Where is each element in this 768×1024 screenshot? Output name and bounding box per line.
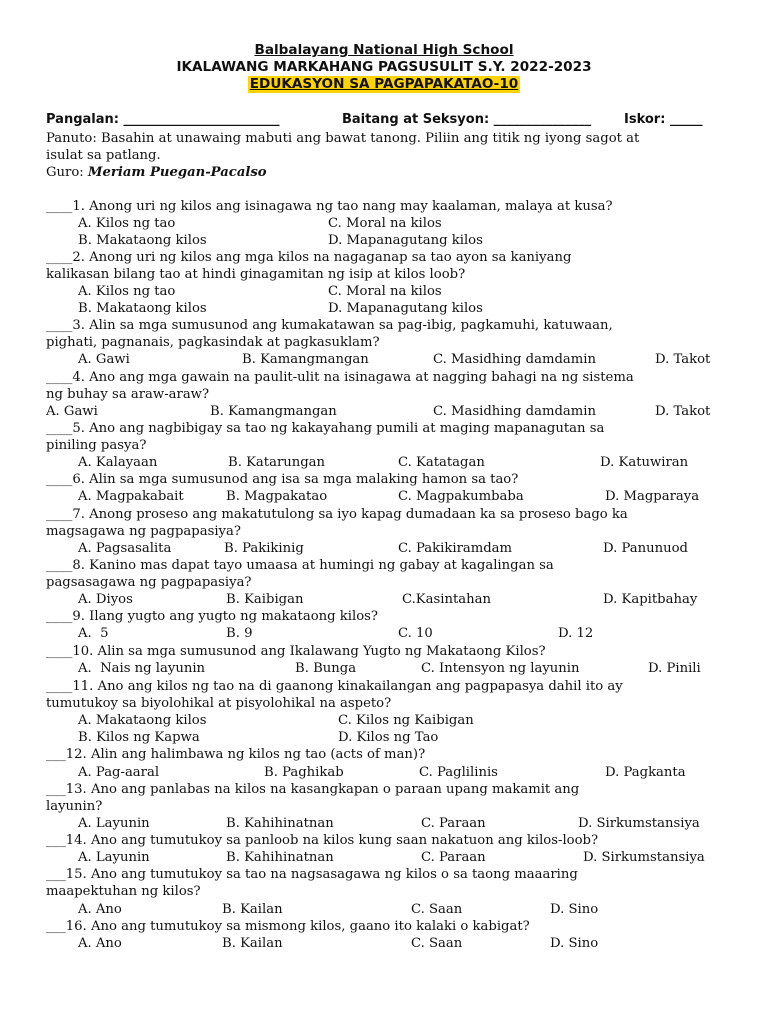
question-10: ____10. Alin sa mga sumusunod ang Ikalawang Yugto ng Makataong Kilos? [46, 644, 546, 659]
option-10c: C. Intensyon ng layunin [421, 661, 580, 676]
option-12b: B. Paghikab [264, 765, 344, 780]
option-11b: B. Kilos ng Kapwa [78, 730, 200, 745]
option-1d: D. Mapanagutang kilos [328, 233, 483, 248]
option-4d: D. Takot [655, 404, 711, 419]
option-14a: A. Layunin [78, 850, 150, 865]
subject-title: EDUKASYON SA PAGPAPAKATAO-10 [249, 76, 519, 92]
option-13c: C. Paraan [421, 816, 486, 831]
question-13-cont: layunin? [46, 799, 103, 814]
option-15b: B. Kailan [222, 902, 283, 917]
option-11d: D. Kilos ng Tao [338, 730, 439, 745]
question-15: ___15. Ano ang tumutukoy sa tao na nagsasagawa ng kilos o sa taong maaaring [46, 867, 578, 882]
option-12a: A. Pag-aaral [78, 765, 160, 780]
teacher-name: Meriam Puegan-Pacalso [87, 165, 267, 180]
question-9: ____9. Ilang yugto ang yugto ng makataong kilos? [46, 609, 378, 624]
school-name: Balbalayang National High School [254, 42, 514, 58]
option-11c: C. Kilos ng Kaibigan [338, 713, 474, 728]
question-14: ___14. Ano ang tumutukoy sa panloob na kilos kung saan nakatuon ang kilos-loob? [46, 833, 599, 848]
option-9b: B. 9 [226, 626, 253, 641]
option-5d: D. Katuwiran [600, 455, 689, 470]
option-1b: B. Makataong kilos [78, 233, 207, 248]
question-4-cont: ng buhay sa araw-araw? [46, 387, 210, 402]
option-16d: D. Sino [550, 936, 599, 951]
option-2a: A. Kilos ng tao [78, 284, 176, 299]
question-1: ____1. Anong uri ng kilos ang isinagawa ng tao nang may kaalaman, malaya at kusa? [46, 199, 613, 214]
option-3d: D. Takot [655, 352, 711, 367]
question-4: ____4. Ano ang mga gawain na paulit-ulit na isinagawa at nagging bahagi na ng sistema [46, 370, 634, 385]
option-16c: C. Saan [411, 936, 463, 951]
option-1c: C. Moral na kilos [328, 216, 442, 231]
option-6d: D. Magparaya [605, 489, 700, 504]
question-13: ___13. Ano ang panlabas na kilos na kasangkapan o paraan upang makamit ang [46, 782, 580, 797]
option-8b: B. Kaibigan [226, 592, 304, 607]
question-8: ____8. Kanino mas dapat tayo umaasa at humingi ng gabay at kagalingan sa [46, 558, 554, 573]
option-3a: A. Gawi [78, 352, 130, 367]
option-4b: B. Kamangmangan [210, 404, 337, 419]
option-11a: A. Makataong kilos [78, 713, 207, 728]
option-15c: C. Saan [411, 902, 463, 917]
option-8c: C.Kasintahan [402, 592, 492, 607]
option-8a: A. Diyos [78, 592, 133, 607]
section-field[interactable]: Baitang at Seksyon: _______________ [342, 112, 592, 127]
option-9d: D. 12 [558, 626, 594, 641]
option-16b: B. Kailan [222, 936, 283, 951]
option-7d: D. Panunuod [603, 541, 688, 556]
question-11-cont: tumutukoy sa biyolohikal at pisyolohikal na aspeto? [46, 696, 392, 711]
question-7: ____7. Anong proseso ang makatutulong sa iyo kapag dumadaan ka sa proseso bago ka [46, 507, 628, 522]
option-7a: A. Pagsasalita [78, 541, 172, 556]
option-7c: C. Pakikiramdam [398, 541, 513, 556]
option-1a: A. Kilos ng tao [78, 216, 176, 231]
question-7-cont: magsagawa ng pagpapasiya? [46, 524, 241, 539]
option-5b: B. Katarungan [228, 455, 326, 470]
option-2c: C. Moral na kilos [328, 284, 442, 299]
instructions-line-2: isulat sa patlang. [46, 148, 161, 163]
option-14b: B. Kahihinatnan [226, 850, 334, 865]
exam-title: IKALAWANG MARKAHANG PAGSUSULIT S.Y. 2022-2023 [176, 59, 592, 75]
option-3b: B. Kamangmangan [242, 352, 369, 367]
option-5c: C. Katatagan [398, 455, 485, 470]
option-13d: D. Sirkumstansiya [578, 816, 700, 831]
option-12d: D. Pagkanta [605, 765, 686, 780]
exam-header [0, 42, 768, 93]
option-5a: A. Kalayaan [78, 455, 158, 470]
option-3c: C. Masidhing damdamin [433, 352, 596, 367]
student-info-line [46, 112, 726, 128]
option-12c: C. Paglilinis [419, 765, 498, 780]
option-9c: C. 10 [398, 626, 433, 641]
option-2b: B. Makataong kilos [78, 301, 207, 316]
option-8d: D. Kapitbahay [603, 592, 698, 607]
question-15-cont: maapektuhan ng kilos? [46, 884, 201, 899]
question-5: ____5. Ano ang nagbibigay sa tao ng kakayahang pumili at maging mapanagutan sa [46, 421, 605, 436]
question-6: ____6. Alin sa mga sumusunod ang isa sa mga malaking hamon sa tao? [46, 472, 519, 487]
option-4c: C. Masidhing damdamin [433, 404, 596, 419]
option-6b: B. Magpakatao [226, 489, 328, 504]
question-16: ___16. Ano ang tumutukoy sa mismong kilos, gaano ito kalaki o kabigat? [46, 919, 530, 934]
option-15a: A. Ano [78, 902, 122, 917]
option-13b: B. Kahihinatnan [226, 816, 334, 831]
option-9a: A. 5 [78, 626, 109, 641]
option-4a: A. Gawi [46, 404, 98, 419]
option-7b: B. Pakikinig [224, 541, 304, 556]
score-field[interactable]: Iskor: _____ [624, 112, 703, 127]
option-10d: D. Pinili [648, 661, 701, 676]
question-3: ____3. Alin sa mga sumusunod ang kumakatawan sa pag-ibig, pagkamuhi, katuwaan, [46, 318, 613, 333]
option-10b: B. Bunga [295, 661, 357, 676]
question-3-cont: pighati, pagnanais, pagkasindak at pagkasuklam? [46, 335, 380, 350]
teacher-label: Guro: [46, 165, 88, 180]
option-6c: C. Magpakumbaba [398, 489, 524, 504]
option-14d: D. Sirkumstansiya [583, 850, 705, 865]
option-6a: A. Magpakabait [78, 489, 184, 504]
option-2d: D. Mapanagutang kilos [328, 301, 483, 316]
question-2: ____2. Anong uri ng kilos ang mga kilos na nagaganap sa tao ayon sa kaniyang [46, 250, 572, 265]
option-16a: A. Ano [78, 936, 122, 951]
option-14c: C. Paraan [421, 850, 486, 865]
question-8-cont: pagsasagawa ng pagpapasiya? [46, 575, 252, 590]
question-2-cont: kalikasan bilang tao at hindi ginagamitan ng isip at kilos loob? [46, 267, 466, 282]
name-field[interactable]: Pangalan: ________________________ [46, 112, 280, 127]
option-10a: A. Nais ng layunin [78, 661, 206, 676]
question-12: ___12. Alin ang halimbawa ng kilos ng tao (acts of man)? [46, 747, 426, 762]
option-13a: A. Layunin [78, 816, 150, 831]
teacher-line [46, 164, 267, 181]
instructions-line-1: Panuto: Basahin at unawaing mabuti ang bawat tanong. Piliin ang titik ng iyong sagot at [46, 131, 640, 146]
option-15d: D. Sino [550, 902, 599, 917]
question-11: ____11. Ano ang kilos ng tao na di gaanong kinakailangan ang pagpapasya dahil ito ay [46, 679, 623, 694]
question-5-cont: piniling pasya? [46, 438, 147, 453]
